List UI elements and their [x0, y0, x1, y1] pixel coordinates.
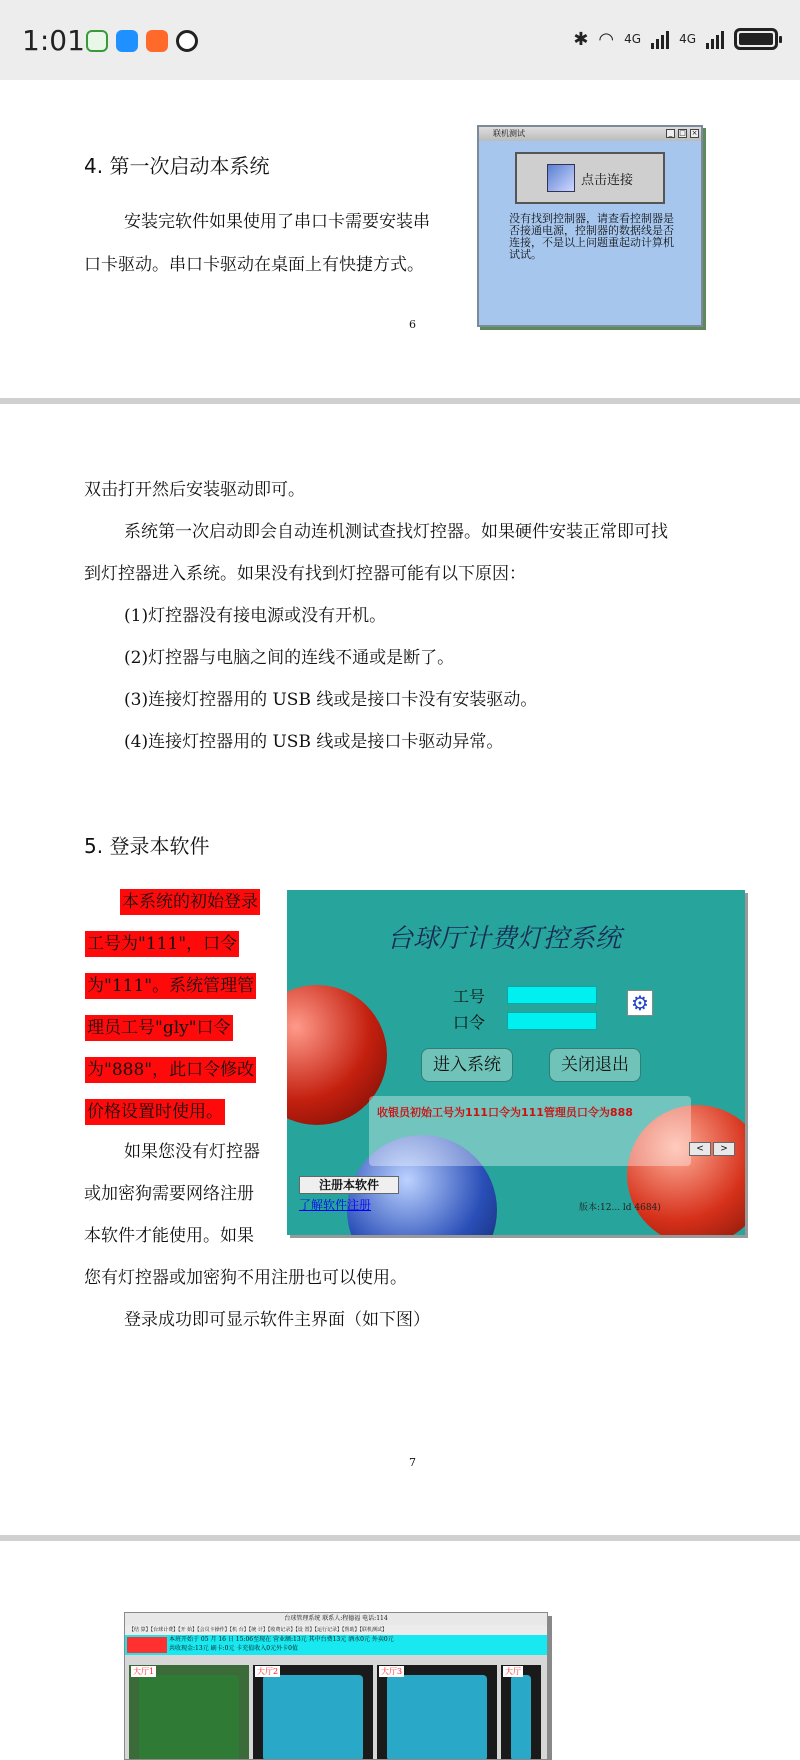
- status-bar: [0, 0, 800, 80]
- table-label: 大厅1: [133, 1667, 155, 1676]
- paragraph-line: 双击打开然后安装驱动即可。: [84, 480, 305, 500]
- phone-app-icon: [86, 30, 108, 52]
- clock: 1:01: [22, 24, 85, 57]
- highlighted-text-line: 本系统的初始登录: [120, 889, 260, 915]
- notice-pager: [689, 1142, 735, 1156]
- register-software-button[interactable]: 注册本软件: [299, 1176, 399, 1194]
- network-type-1: 4G: [624, 32, 642, 46]
- list-item: (1)灯控器没有接电源或没有开机。: [124, 606, 387, 626]
- section-heading-5: 5. 登录本软件: [84, 834, 210, 858]
- table-tile[interactable]: [253, 1665, 373, 1760]
- highlighted-text-line: 价格设置时使用。: [85, 1099, 225, 1125]
- page-separator: [0, 1535, 800, 1541]
- shift-info-bar: [125, 1635, 547, 1655]
- main-window-title: 台球管理系统 联系人:程德福 电话:114: [125, 1613, 547, 1625]
- paragraph-line: 您有灯控器或加密狗不用注册也可以使用。: [84, 1268, 407, 1288]
- notice-text: 收银员初始工号为111口令为111管理员口令为888: [377, 1106, 633, 1119]
- list-item: (3)连接灯控器用的 USB 线或是接口卡没有安装驱动。: [124, 690, 538, 710]
- enter-system-button[interactable]: 进入系统: [421, 1048, 513, 1082]
- table-tile[interactable]: [377, 1665, 497, 1760]
- table-tile[interactable]: [129, 1665, 249, 1760]
- table-grid: [129, 1665, 541, 1760]
- next-arrow-icon[interactable]: >: [713, 1142, 735, 1156]
- message-app-icon: [116, 30, 138, 52]
- page-number: 7: [409, 1456, 416, 1469]
- connect-button[interactable]: [515, 152, 665, 204]
- notice-panel: [369, 1096, 728, 1166]
- employee-id-label: 工号: [453, 987, 486, 1006]
- paragraph-line: 安装完软件如果使用了串口卡需要安装串: [124, 212, 430, 232]
- login-screenshot: [287, 890, 745, 1235]
- dialog-titlebar: [479, 127, 701, 141]
- minimize-icon[interactable]: _: [666, 129, 675, 138]
- shopping-app-icon: [146, 30, 168, 52]
- highlighted-text-line: 理员工号"gly"口令: [85, 1015, 233, 1041]
- shift-info-line2: 共收现金:13元 刷卡:0元 卡充值收入0元外卡0值: [169, 1645, 298, 1652]
- section-heading-4: 4. 第一次启动本系统: [84, 154, 270, 178]
- shift-info-line1: 本班开始于 05 月 16 日 15:06至现在 营业额:13元 其中台费13元 酒水0元 外卖0元: [169, 1636, 394, 1643]
- password-label: 口令: [453, 1013, 486, 1032]
- table-label: 大厅2: [257, 1667, 279, 1676]
- highlighted-text-line: 为"888"，此口令修改: [85, 1057, 256, 1083]
- paragraph-line: 系统第一次启动即会自动连机测试查找灯控器。如果硬件安装正常即可找: [124, 522, 668, 542]
- shift-tag: [127, 1637, 167, 1653]
- highlighted-text-line: 为"111"。系统管理管: [85, 973, 256, 999]
- list-item: (4)连接灯控器用的 USB 线或是接口卡驱动异常。: [124, 732, 504, 752]
- connect-button-label: 点击连接: [580, 172, 633, 188]
- register-info-link[interactable]: 了解软件注册: [299, 1198, 372, 1212]
- signal-icon: [651, 29, 669, 49]
- main-window-screenshot: [124, 1612, 548, 1760]
- paragraph-line: 如果您没有灯控器: [124, 1142, 260, 1162]
- maximize-icon[interactable]: □: [679, 129, 686, 137]
- paragraph-line: 到灯控器进入系统。如果没有找到灯控器可能有以下原因：: [84, 564, 526, 584]
- battery-icon: [734, 28, 778, 50]
- table-label: 大厅: [505, 1667, 521, 1676]
- list-item: (2)灯控器与电脑之间的连线不通或是断了。: [124, 648, 455, 668]
- version-label: 版本:12... ld 4684): [579, 1203, 661, 1213]
- connection-test-dialog: [477, 125, 703, 327]
- login-title: 台球厅计费灯控系统: [387, 924, 622, 954]
- table-label: 大厅3: [381, 1667, 403, 1676]
- page-number: 6: [409, 318, 416, 331]
- signal-icon-2: [706, 29, 724, 49]
- paragraph-line: 口卡驱动。串口卡驱动在桌面上有快捷方式。: [84, 255, 424, 275]
- network-computers-icon: [547, 164, 575, 192]
- table-tile[interactable]: [501, 1665, 541, 1760]
- dialog-title: 联机测试: [493, 129, 525, 138]
- bluetooth-icon: ✱: [573, 28, 589, 50]
- close-icon[interactable]: ×: [691, 129, 698, 137]
- paragraph-line: 登录成功即可显示软件主界面（如下图）: [124, 1310, 430, 1330]
- wifi-icon: ◠: [598, 28, 615, 50]
- paragraph-line: 本软件才能使用。如果: [84, 1226, 254, 1246]
- speed-app-icon: [176, 30, 198, 52]
- status-indicators: [573, 28, 778, 50]
- password-input[interactable]: [507, 1012, 597, 1030]
- dialog-message: 没有找到控制器，请查看控制器是否接通电源，控制器的数据线是否连接，不是以上问题重起动计算机试试。: [509, 212, 674, 261]
- close-exit-button[interactable]: 关闭退出: [549, 1048, 641, 1082]
- settings-gear-icon[interactable]: ⚙: [627, 990, 653, 1016]
- main-window-menu: 【结 算】【台球计费】【开 始】【会员卡操作】【机 台】【统 计】【收费记录】【设 置】【运行记录】【帮助】【联机测试】: [125, 1625, 547, 1635]
- employee-id-input[interactable]: [507, 986, 597, 1004]
- prev-arrow-icon[interactable]: <: [689, 1142, 711, 1156]
- highlighted-text-line: 工号为"111"，口令: [85, 931, 239, 957]
- paragraph-line: 或加密狗需要网络注册: [84, 1184, 254, 1204]
- page-separator: [0, 398, 800, 404]
- network-type-2: 4G: [679, 32, 696, 46]
